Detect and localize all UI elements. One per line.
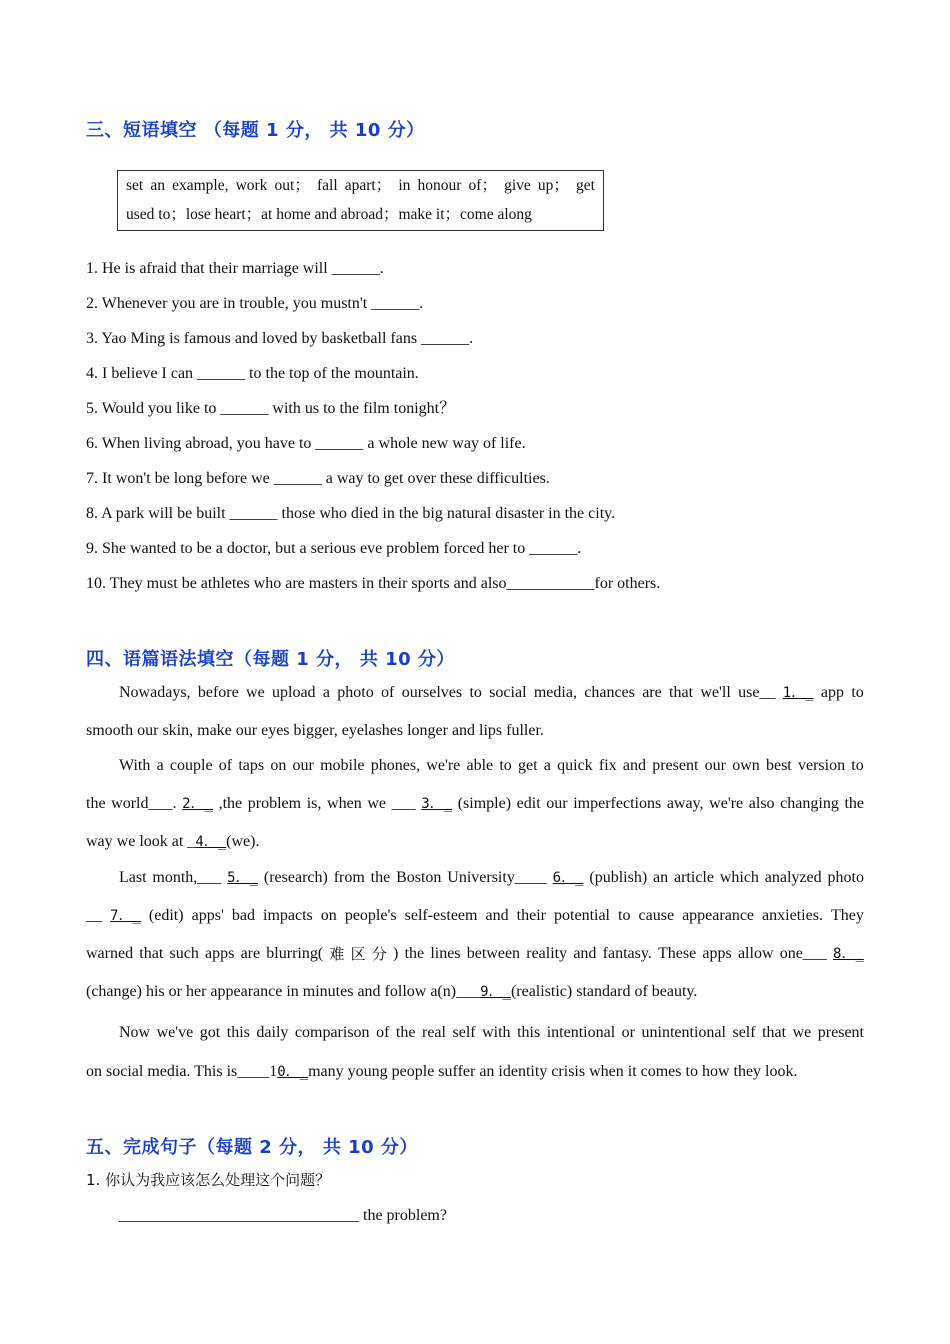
passage-word: version [797, 757, 846, 774]
passage-word: get [575, 177, 595, 194]
passage-text: (realistic) standard of beauty. [510, 983, 698, 1000]
passage-word: the [86, 795, 106, 812]
passage-word: also [748, 795, 775, 812]
passage-word: warned [86, 945, 134, 962]
passage-line [86, 906, 864, 926]
question-1: 1. He is afraid that their marriage will ______. [86, 260, 384, 277]
passage-word: work [235, 177, 268, 194]
passage-word: a [156, 757, 164, 774]
passage-word: (publish) [589, 869, 648, 886]
passage-word: daily [256, 1024, 289, 1041]
answer-blank: 8．_ [833, 946, 864, 962]
passage-word: honour [417, 177, 462, 194]
answer-blank: 1．_ [782, 685, 814, 701]
passage-line [86, 794, 864, 814]
passage-word: their [516, 907, 546, 924]
passage-word: Boston [396, 869, 442, 886]
passage-word: article [674, 869, 714, 886]
passage-word: changing [780, 795, 839, 812]
passage-word: are [642, 684, 662, 701]
passage-word: use__ [738, 684, 776, 701]
passage-word: and [622, 757, 646, 774]
passage-word: fantasy. [602, 945, 652, 962]
passage-word: ) [393, 945, 399, 962]
passage-word: when [327, 795, 362, 812]
passage-word: one___ [779, 945, 827, 962]
question-3: 3. Yao Ming is famous and loved by basketball fans ______. [86, 330, 474, 347]
passage-word: such [169, 945, 199, 962]
passage-word: apps' [191, 907, 224, 924]
question-5: 5. Would you like to ______ with us to the film tonight？ [86, 400, 456, 417]
question-8: 8. A park will be built ______ those who died in the big natural disaster in the city. [86, 505, 616, 522]
passage-line [86, 832, 864, 852]
passage-word: we'll [700, 684, 731, 701]
passage-word: taps [238, 757, 265, 774]
passage-word: edit [516, 795, 541, 812]
passage-word: from [333, 869, 365, 886]
section4-heading: 四、语篇语法填空（每题 1 分， 共 10 分） [86, 649, 455, 670]
question-4: 4. I believe I can ______ to the top of the mountain. [86, 365, 419, 382]
passage-word: of [376, 1024, 390, 1041]
passage-line [119, 756, 864, 776]
passage-word: quick [557, 757, 593, 774]
passage-word: that [762, 1024, 787, 1041]
passage-line [86, 1062, 864, 1082]
blank-9: 9．_ [480, 984, 511, 1000]
passage-word: fall [316, 177, 338, 194]
passage-word: a [322, 684, 330, 701]
passage-word: bad [231, 907, 255, 924]
passage-word: upload [272, 684, 316, 701]
passage-word: fix [598, 757, 617, 774]
passage-line [119, 1023, 864, 1043]
passage-word: our [292, 757, 314, 774]
passage-word: away, [666, 795, 704, 812]
question-9: 9. She wanted to be a doctor, but a serious eve problem forced her to ______. [86, 540, 582, 557]
passage-word: lines [430, 945, 461, 962]
passage-line [119, 683, 864, 703]
passage-word: to [851, 684, 864, 701]
passage-word: impacts [263, 907, 313, 924]
passage-word: our [546, 795, 568, 812]
passage-word: couple [169, 757, 213, 774]
passage-word: this [226, 1024, 250, 1041]
passage-word: best [765, 757, 792, 774]
passage-word: present [817, 1024, 864, 1041]
passage-word: and [485, 907, 509, 924]
passage-line [119, 868, 864, 888]
passage-word: 区 [350, 945, 366, 963]
passage-word: own [732, 757, 760, 774]
passage-word: with [482, 1024, 511, 1041]
section5-heading: 五、完成句子（每题 2 分， 共 10 分） [86, 1137, 418, 1158]
passage-word: people's [344, 907, 397, 924]
passage-word: These [658, 945, 697, 962]
passage-word: we've [156, 1024, 194, 1041]
passage-word: 难 [329, 945, 345, 963]
phrase-box [117, 170, 604, 231]
phrase-box-line2: used to；lose heart；at home and abroad；make it；come along [126, 206, 532, 223]
passage-word: potential [554, 907, 610, 924]
passage-line [86, 982, 864, 1002]
passage-word: to [469, 684, 482, 701]
passage-word: phones, [370, 757, 421, 774]
passage-word: photo [827, 869, 864, 886]
passage-word: on [270, 757, 287, 774]
passage-word: (edit) [148, 907, 184, 924]
passage-line [86, 944, 864, 964]
passage-text: many young people suffer an identity crisis when it comes to how they look. [308, 1063, 798, 1080]
passage-word: is, [306, 795, 322, 812]
answer-blank: 3．_ [421, 796, 453, 812]
passage-word: to [499, 757, 512, 774]
passage-text: on social media. This is____1 [86, 1063, 278, 1080]
passage-word: reality [526, 945, 568, 962]
passage-word: of [381, 684, 395, 701]
passage-word: an [653, 869, 669, 886]
passage-word: analyzed [764, 869, 822, 886]
translation-prompt-1 [86, 1170, 330, 1191]
passage-word: unintentional [641, 1024, 726, 1041]
passage-word: we're [709, 795, 744, 812]
passage-word: social [489, 684, 527, 701]
passage-word: world___. [111, 795, 177, 812]
passage-word: out； [274, 177, 310, 194]
passage-word: month,___ [152, 869, 222, 886]
phrase-box-line1 [126, 171, 595, 201]
passage-word: got [199, 1024, 221, 1041]
passage-word: our [704, 757, 726, 774]
blank-10: 0．_ [277, 1064, 309, 1080]
passage-word: mobile [320, 757, 365, 774]
passage-word: the [404, 945, 425, 962]
passage-word: the [844, 795, 864, 812]
passage-word: example, [172, 177, 229, 194]
passage-word: Now [119, 1024, 151, 1041]
passage-word: to [618, 907, 631, 924]
passage-word: apart； [344, 177, 392, 194]
question-2: 2. Whenever you are in trouble, you mustn't ______. [86, 295, 424, 312]
section3-heading: 三、短语填空 （每题 1 分， 共 10 分） [86, 120, 425, 141]
passage-word: apps [205, 945, 235, 962]
passage-word: ,the [218, 795, 243, 812]
passage-word: give [504, 177, 531, 194]
passage-word: present [652, 757, 699, 774]
passage-word: (research) [263, 869, 328, 886]
passage-word: get [518, 757, 538, 774]
passage-word: of [218, 757, 233, 774]
passage-word: app [820, 684, 845, 701]
passage-word: we [246, 684, 265, 701]
passage-word: anxieties. [762, 907, 823, 924]
question-10: 10. They must be athletes who are masters in their sports and also___________for others. [86, 575, 661, 592]
passage-word: imperfections [573, 795, 662, 812]
passage-word: the [395, 1024, 416, 1041]
passage-word: we're [426, 757, 461, 774]
passage-word: chances [584, 684, 635, 701]
passage-word: that [139, 945, 164, 962]
passage-word: this [517, 1024, 541, 1041]
blank-4: 4．_ [195, 834, 227, 850]
passage-word: between [466, 945, 521, 962]
passage-word: on [320, 907, 337, 924]
passage-word: Nowadays, [119, 684, 191, 701]
passage-word: self-esteem [404, 907, 478, 924]
passage-text: way we look at _ [86, 833, 196, 850]
answer-blank: 7．_ [110, 908, 141, 924]
passage-word: the [370, 869, 391, 886]
passage-word: and [573, 945, 597, 962]
question-7: 7. It won't be long before we ______ a way to get over these difficulties. [86, 470, 550, 487]
passage-word: an [150, 177, 165, 194]
passage-word: which [719, 869, 759, 886]
passage-word: media, [533, 684, 577, 701]
answer-blank: 5．_ [227, 870, 259, 886]
passage-word: ourselves [401, 684, 463, 701]
passage-word: a [543, 757, 551, 774]
passage-word: __ [86, 907, 102, 924]
passage-word: up； [537, 177, 569, 194]
passage-word: comparison [294, 1024, 370, 1041]
question-6: 6. When living abroad, you have to ______ a whole new way of life. [86, 435, 526, 452]
passage-word: able [466, 757, 494, 774]
passage-word: They [830, 907, 864, 924]
passage-word: problem [247, 795, 302, 812]
prompt-text: 1. 你认为我应该怎么处理这个问题？ [86, 1171, 331, 1189]
passage-word: blurring( [266, 945, 324, 962]
passage-word: real [421, 1024, 446, 1041]
passage-word: or [621, 1024, 635, 1041]
passage-text: (change) his or her appearance in minutes and follow a(n)___ [86, 983, 481, 1000]
passage-word: ___ [391, 795, 416, 812]
passage-text: (we). [226, 833, 260, 850]
passage-word: self [732, 1024, 756, 1041]
passage-word: in [398, 177, 411, 194]
translation-answer-1: ______________________________ the problem? [119, 1207, 447, 1224]
passage-word: appearance [682, 907, 755, 924]
passage-word: of； [468, 177, 497, 194]
passage-word: self [452, 1024, 476, 1041]
passage-word: apps [702, 945, 732, 962]
passage-word: University____ [447, 869, 547, 886]
passage-word: we [367, 795, 386, 812]
passage-word: before [197, 684, 239, 701]
passage-word: to [851, 757, 864, 774]
passage-word: set [126, 177, 144, 194]
passage-word: we [792, 1024, 812, 1041]
passage-word: allow [737, 945, 774, 962]
passage-word: that [669, 684, 694, 701]
passage-word: (simple) [457, 795, 512, 812]
passage-word: Last [119, 869, 147, 886]
passage-word: photo [337, 684, 374, 701]
answer-blank: 2．_ [182, 796, 213, 812]
passage-word: are [240, 945, 261, 962]
passage-line: smooth our skin, make our eyes bigger, eyelashes longer and lips fuller. [86, 722, 544, 739]
passage-word: 分 [371, 945, 387, 963]
passage-word: intentional [546, 1024, 616, 1041]
passage-word: cause [638, 907, 675, 924]
answer-blank: 6．_ [552, 870, 584, 886]
passage-word: With [119, 757, 151, 774]
